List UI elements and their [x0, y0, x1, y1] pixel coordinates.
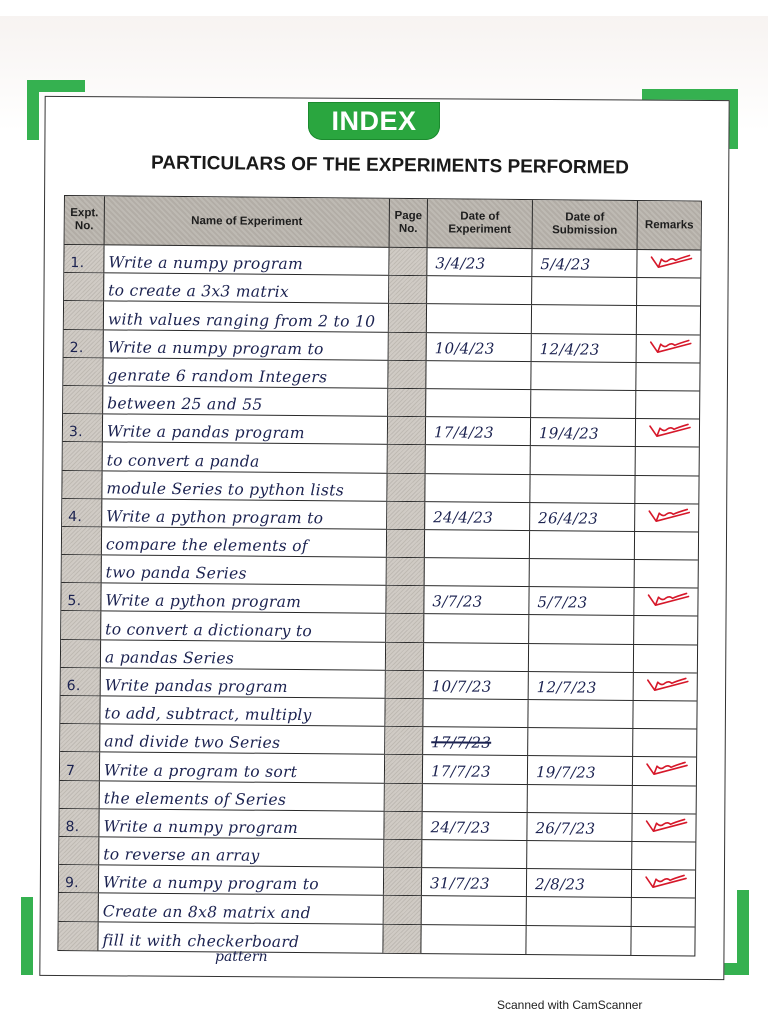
cell-page-no [388, 389, 426, 417]
experiment-name-text: Create an 8x8 matrix and [102, 901, 311, 922]
cell-date-submission [530, 503, 635, 531]
cell-remarks [632, 842, 695, 870]
cell-expt-no [62, 499, 102, 527]
cell-date-submission [529, 672, 634, 700]
cell-date-submission [532, 305, 637, 333]
cell-date-submission [529, 644, 634, 672]
cell-experiment-name [101, 612, 386, 642]
corner-bracket-top-left-vertical [27, 80, 39, 140]
cell-expt-no [61, 668, 101, 696]
cell-date-experiment [427, 305, 532, 333]
experiment-name-text: Write a pandas program [106, 422, 305, 443]
cell-page-no [388, 445, 426, 473]
cell-remarks [633, 757, 696, 785]
expt-no-text: 2. [69, 339, 84, 356]
cell-experiment-name [102, 527, 387, 557]
cell-date-submission [529, 616, 634, 644]
cell-date-submission [527, 897, 632, 925]
date-experiment-text: 24/4/23 [433, 508, 494, 527]
experiment-name-text: Write a python program to [106, 507, 324, 528]
experiment-name-text: compare the elements of [105, 535, 308, 556]
cell-remarks [631, 926, 694, 955]
experiment-name-text: fill it with checkerboard [102, 931, 300, 951]
cell-page-no [384, 812, 422, 840]
cell-expt-no [64, 273, 104, 301]
cell-page-no [387, 558, 425, 586]
cell-page-no [385, 699, 423, 727]
date-submission-text: 5/7/23 [537, 593, 588, 613]
red-tick-icon [646, 591, 690, 609]
cell-page-no [387, 530, 425, 558]
cell-expt-no [64, 301, 104, 329]
cell-experiment-name [101, 584, 386, 614]
cell-date-submission [531, 418, 636, 446]
date-experiment-text: 17/7/23 [430, 761, 492, 781]
cell-expt-no [61, 640, 101, 668]
cell-page-no [384, 896, 422, 924]
experiment-name-text: to convert a panda [106, 450, 260, 471]
cell-date-experiment [424, 615, 529, 643]
cell-date-submission [528, 700, 633, 728]
red-tick-icon [649, 253, 693, 271]
cell-date-experiment [424, 586, 529, 614]
cell-expt-no [64, 330, 104, 358]
date-experiment-text: 10/7/23 [431, 677, 492, 696]
cell-remarks [636, 447, 699, 475]
cell-experiment-name [104, 302, 389, 332]
cell-experiment-name [100, 696, 385, 726]
cell-expt-no [59, 865, 99, 893]
cell-date-experiment [425, 530, 530, 558]
cell-remarks [633, 786, 696, 814]
cell-expt-no [59, 893, 99, 921]
expt-no-text: 1. [70, 255, 85, 272]
cell-page-no [386, 586, 424, 614]
cell-date-experiment [423, 784, 528, 812]
date-submission-text: 19/4/23 [538, 424, 599, 443]
cell-remarks [632, 898, 695, 926]
red-tick-icon [644, 873, 688, 891]
experiment-name-text: to reverse an array [103, 845, 260, 865]
cell-remarks [636, 363, 699, 391]
cell-date-submission [530, 531, 635, 559]
cell-experiment-name [104, 274, 389, 304]
date-experiment-text: 31/7/23 [429, 874, 491, 894]
cell-experiment-name [102, 499, 387, 529]
cell-date-submission [532, 249, 637, 277]
experiment-name-text: Write a numpy program to [102, 873, 320, 894]
red-tick-icon [645, 760, 689, 778]
cell-remarks [633, 729, 696, 757]
cell-date-submission [532, 334, 637, 362]
cell-expt-no [60, 752, 100, 780]
overflow-note: pattern [215, 949, 268, 965]
cell-expt-no [60, 724, 100, 752]
cell-expt-no [63, 414, 103, 442]
experiment-name-text: between 25 and 55 [107, 394, 263, 414]
expt-no-text: 3. [68, 424, 83, 441]
cell-date-experiment [424, 671, 529, 699]
cell-remarks [637, 250, 700, 278]
experiment-name-text: with values ranging from 2 to 10 [107, 309, 376, 331]
cell-date-experiment [425, 558, 530, 586]
cell-page-no [389, 304, 427, 332]
experiment-name-text: to create a 3x3 matrix [108, 281, 290, 302]
cell-date-experiment [427, 276, 532, 304]
cell-date-submission [527, 841, 632, 869]
red-tick-icon [644, 817, 688, 835]
cell-date-submission [528, 785, 633, 813]
cell-expt-no [61, 611, 101, 639]
experiment-name-text: genrate 6 random Integers [107, 366, 328, 387]
cell-remarks [636, 419, 699, 447]
cell-expt-no [63, 386, 103, 414]
cell-date-submission [531, 446, 636, 474]
date-experiment-text: 24/7/23 [430, 818, 491, 837]
cell-date-experiment [426, 389, 531, 417]
cell-page-no [383, 924, 421, 953]
cell-experiment-name [103, 443, 388, 473]
cell-remarks [637, 278, 700, 306]
experiment-name-text: to add, subtract, multiply [104, 704, 312, 725]
cell-experiment-name [101, 668, 386, 698]
date-submission-text: 12/7/23 [536, 678, 597, 697]
cell-experiment-name [100, 725, 385, 755]
cell-experiment-name [104, 245, 389, 275]
cell-date-experiment [425, 502, 530, 530]
cell-experiment-name [98, 922, 383, 953]
cell-experiment-name [103, 386, 388, 416]
red-tick-icon [647, 507, 691, 525]
experiment-name-text: Write pandas program [104, 676, 288, 696]
col-header-remarks: Remarks [644, 218, 694, 231]
cell-page-no [385, 755, 423, 783]
table-body [58, 245, 700, 955]
cell-experiment-name [104, 330, 389, 360]
col-header-date-submission: Date of Submission [533, 200, 638, 249]
cell-page-no [388, 361, 426, 389]
cell-date-experiment [422, 868, 527, 896]
cell-experiment-name [101, 640, 386, 670]
cell-remarks [632, 870, 695, 898]
red-tick-icon [649, 338, 693, 356]
cell-page-no [389, 276, 427, 304]
cell-date-experiment [427, 333, 532, 361]
experiment-name-text: and divide two Series [104, 732, 281, 753]
cell-remarks [634, 645, 697, 673]
cell-expt-no [60, 696, 100, 724]
cell-page-no [389, 248, 427, 276]
cell-remarks [634, 673, 697, 701]
cell-experiment-name [103, 358, 388, 388]
cell-date-experiment [427, 248, 532, 276]
experiment-name-text: Write a python program [105, 591, 302, 612]
cell-page-no [386, 671, 424, 699]
cell-remarks [634, 616, 697, 644]
cell-date-submission [527, 813, 632, 841]
cell-remarks [632, 814, 695, 842]
date-experiment-text: 10/4/23 [434, 338, 495, 358]
cell-experiment-name [103, 414, 388, 444]
cell-date-submission [531, 390, 636, 418]
cell-experiment-name [99, 865, 384, 895]
page-subtitle: PARTICULARS OF THE EXPERIMENTS PERFORMED [150, 152, 630, 179]
cell-expt-no [58, 921, 98, 950]
experiment-name-text: module Series to python lists [106, 479, 345, 500]
cell-remarks [637, 335, 700, 363]
corner-bracket-bottom-left [21, 897, 33, 975]
expt-no-text: 6. [66, 678, 81, 695]
cell-date-experiment [426, 445, 531, 473]
cell-date-submission [529, 587, 634, 615]
table-header-row [65, 196, 701, 251]
cell-date-experiment [421, 925, 526, 954]
camscanner-watermark: Scanned with CamScanner [497, 998, 643, 1012]
cell-date-experiment [426, 417, 531, 445]
experiment-name-text: the elements of Series [103, 789, 287, 809]
experiments-table [57, 195, 702, 956]
expt-no-text: 5. [67, 593, 82, 610]
cell-expt-no [59, 809, 99, 837]
cell-experiment-name [99, 809, 384, 839]
cell-date-experiment [423, 699, 528, 727]
date-experiment-text: 3/7/23 [432, 592, 483, 612]
date-experiment-text: 3/4/23 [435, 254, 486, 273]
index-badge: INDEX [308, 102, 440, 140]
table-row [58, 921, 694, 955]
cell-page-no [387, 502, 425, 530]
experiment-name-text: Write a numpy program to [107, 338, 324, 359]
cell-date-experiment [422, 840, 527, 868]
cell-expt-no [61, 583, 101, 611]
experiment-name-text: Write a program to sort [103, 760, 298, 781]
cell-expt-no [64, 245, 104, 273]
cell-experiment-name [100, 753, 385, 783]
cell-date-experiment [426, 361, 531, 389]
cell-date-submission [526, 926, 631, 955]
cell-date-submission [527, 869, 632, 897]
cell-experiment-name [100, 781, 385, 811]
cell-expt-no [63, 358, 103, 386]
expt-no-text: 8. [65, 818, 80, 836]
red-tick-icon [648, 422, 692, 440]
cell-date-submission [532, 277, 637, 305]
cell-date-experiment [422, 896, 527, 924]
cell-remarks [633, 701, 696, 729]
cell-page-no [386, 642, 424, 670]
cell-remarks [635, 475, 698, 503]
col-header-expt-no: Expt. No. [65, 196, 105, 244]
experiment-name-text: to convert a dictionary to [105, 620, 313, 640]
cell-date-experiment [425, 474, 530, 502]
cell-page-no [387, 473, 425, 501]
cell-page-no [384, 868, 422, 896]
cell-remarks [637, 306, 700, 334]
col-header-date-experiment: Date of Experiment [428, 199, 533, 248]
date-submission-text: 19/7/23 [535, 762, 596, 782]
date-submission-text: 2/8/23 [534, 875, 586, 894]
expt-no-text: 4. [68, 508, 83, 526]
cell-page-no [386, 614, 424, 642]
cell-date-submission [530, 559, 635, 587]
date-submission-text: 12/4/23 [539, 339, 600, 359]
red-tick-icon [646, 676, 690, 694]
cell-expt-no [63, 442, 103, 470]
cell-date-submission [528, 756, 633, 784]
cell-date-experiment [423, 756, 528, 784]
experiment-name-text: a pandas Series [104, 648, 235, 668]
expt-no-text: 9. [64, 875, 80, 892]
cell-expt-no [62, 527, 102, 555]
cell-expt-no [62, 555, 102, 583]
cell-experiment-name [99, 837, 384, 867]
date-submission-text: 5/4/23 [540, 255, 591, 274]
experiment-name-text: two panda Series [105, 563, 247, 583]
date-experiment-text: 17/4/23 [433, 423, 494, 443]
date-experiment-text: 17/7/23 [431, 733, 492, 753]
cell-remarks [636, 391, 699, 419]
cell-date-experiment [423, 727, 528, 755]
cell-expt-no [62, 470, 102, 498]
cell-remarks [634, 588, 697, 616]
cell-date-submission [531, 362, 636, 390]
cell-date-submission [528, 728, 633, 756]
cell-date-experiment [424, 643, 529, 671]
expt-no-text: 7 [65, 762, 76, 779]
cell-remarks [635, 504, 698, 532]
cell-page-no [385, 783, 423, 811]
cell-experiment-name [102, 471, 387, 501]
cell-expt-no [60, 781, 100, 809]
cell-page-no [389, 332, 427, 360]
date-submission-text: 26/7/23 [535, 819, 596, 838]
cell-experiment-name [102, 555, 387, 585]
cell-expt-no [59, 837, 99, 865]
cell-page-no [385, 727, 423, 755]
cell-experiment-name [99, 894, 384, 924]
experiment-name-text: Write a numpy program [108, 253, 304, 274]
cell-page-no [388, 417, 426, 445]
col-header-page-no: Page No. [390, 199, 428, 247]
cell-date-experiment [422, 812, 527, 840]
cell-date-submission [530, 475, 635, 503]
cell-page-no [384, 840, 422, 868]
cell-remarks [635, 532, 698, 560]
date-submission-text: 26/4/23 [538, 509, 599, 528]
experiment-name-text: Write a numpy program [103, 817, 299, 838]
cell-remarks [635, 560, 698, 588]
col-header-name: Name of Experiment [105, 196, 390, 246]
